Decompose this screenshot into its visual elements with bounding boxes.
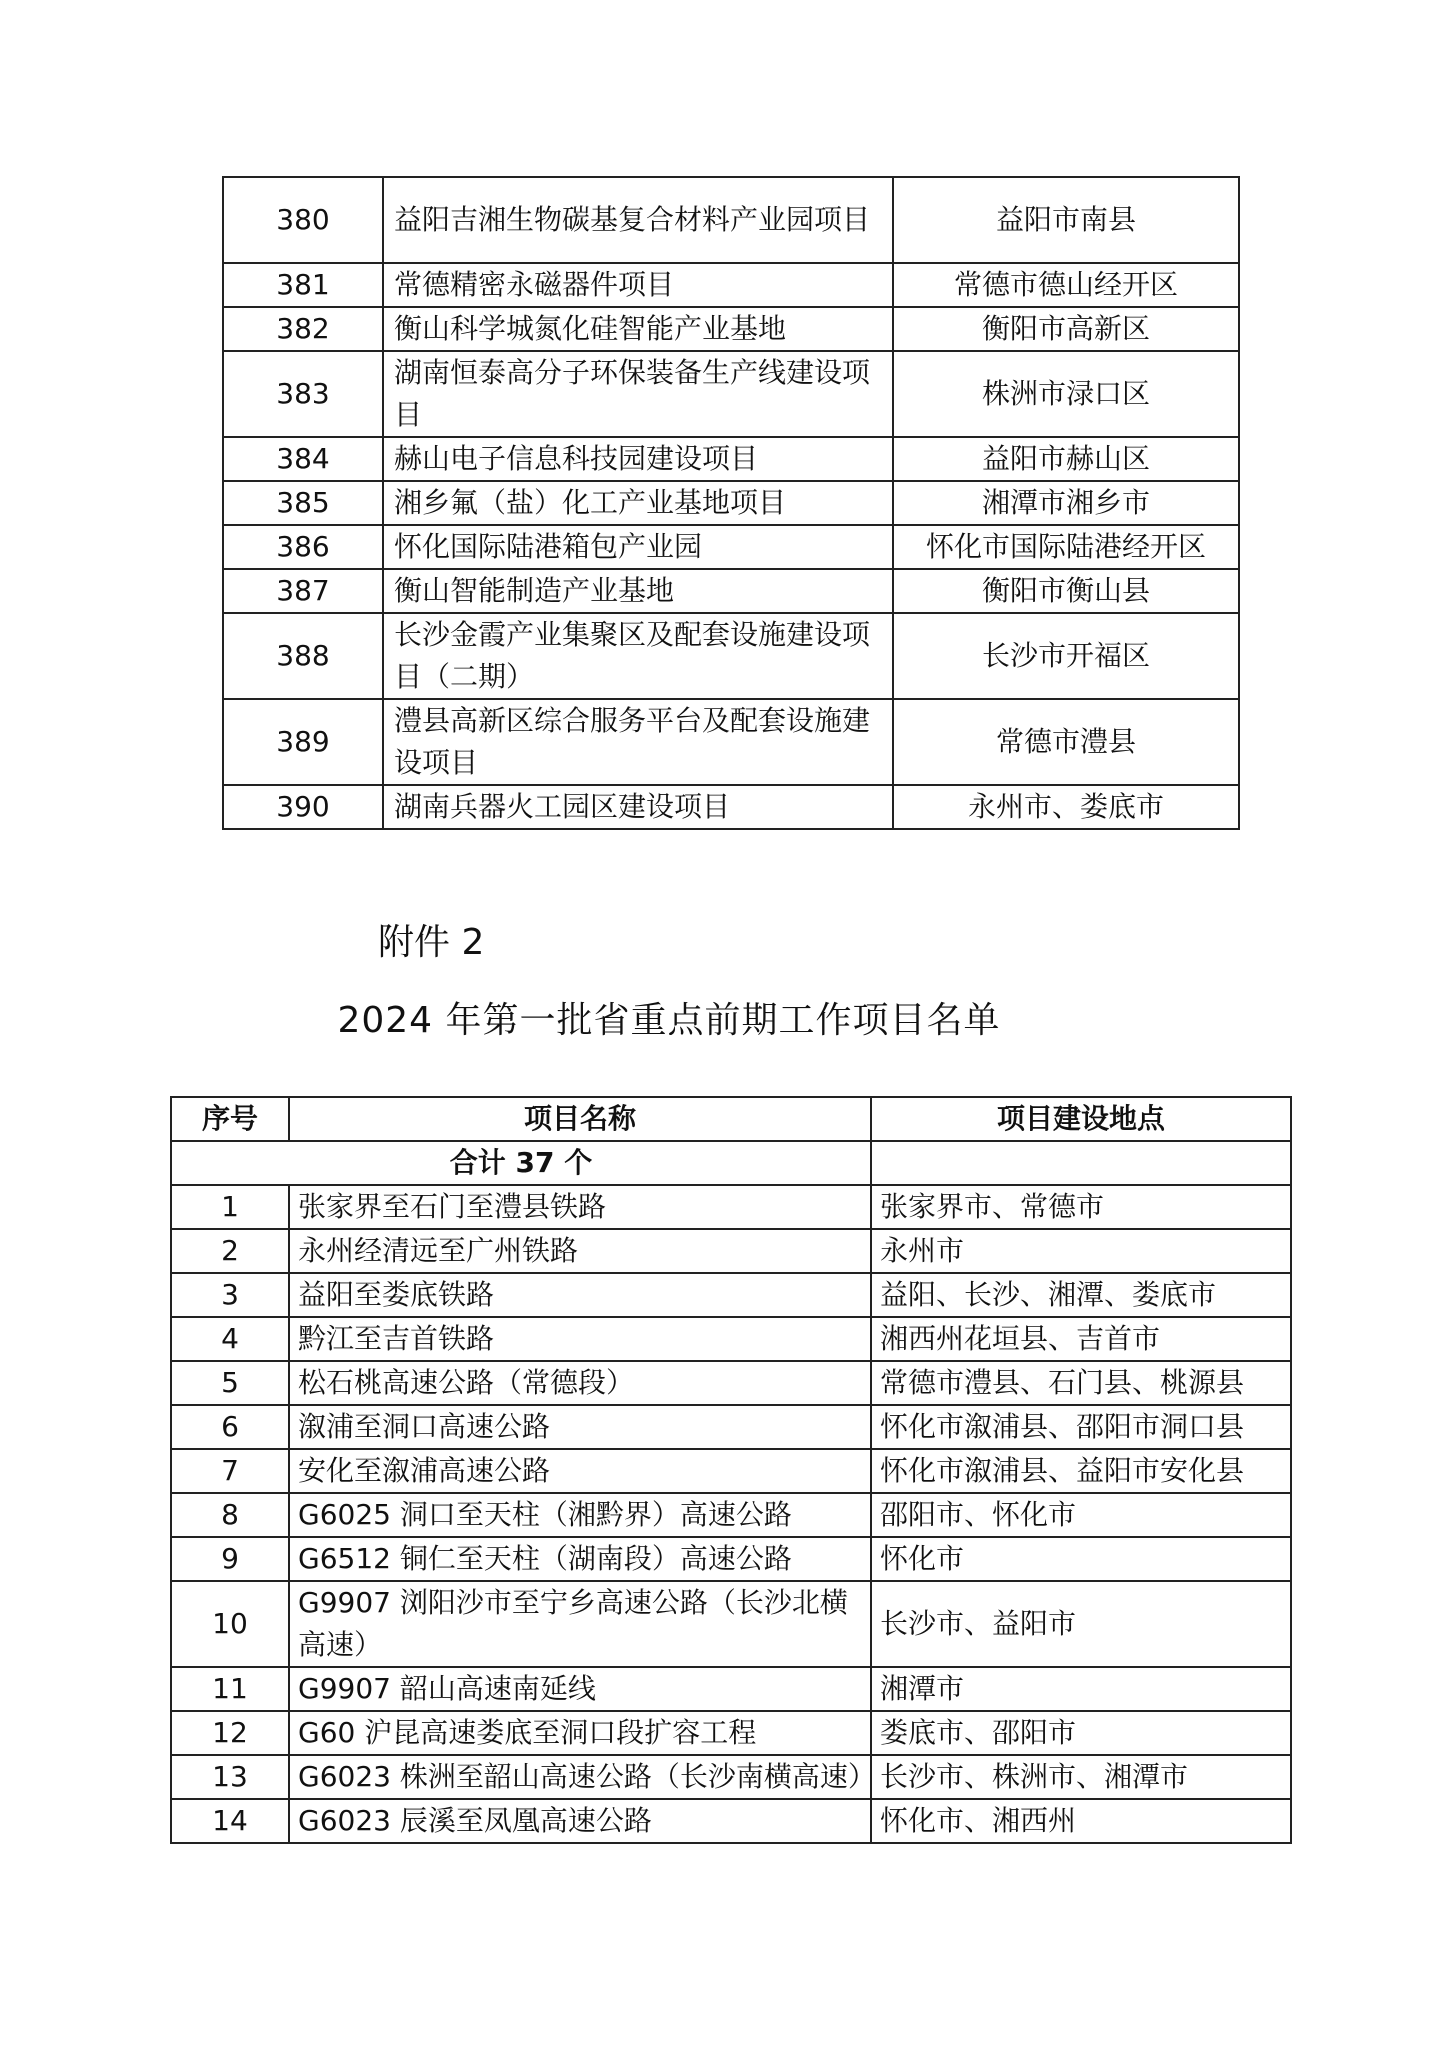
row-number: 384 (223, 437, 383, 481)
table-row (223, 569, 1239, 613)
row-number: 11 (171, 1667, 289, 1711)
table-row (223, 307, 1239, 351)
project-location: 益阳市赫山区 (893, 437, 1239, 481)
header-row (171, 1097, 1291, 1141)
row-number: 4 (171, 1317, 289, 1361)
row-number: 1 (171, 1185, 289, 1229)
row-number: 5 (171, 1361, 289, 1405)
total-count: 合计 37 个 (171, 1141, 871, 1185)
row-number: 9 (171, 1537, 289, 1581)
project-location: 邵阳市、怀化市 (871, 1493, 1291, 1537)
table-row (171, 1711, 1291, 1755)
project-location: 怀化市溆浦县、邵阳市洞口县 (871, 1405, 1291, 1449)
project-location: 张家界市、常德市 (871, 1185, 1291, 1229)
row-number: 390 (223, 785, 383, 829)
row-number: 385 (223, 481, 383, 525)
project-location: 常德市澧县 (893, 699, 1239, 785)
project-name: 湖南恒泰高分子环保装备生产线建设项目 (383, 351, 893, 437)
project-location: 湘西州花垣县、吉首市 (871, 1317, 1291, 1361)
table-row (171, 1229, 1291, 1273)
project-location: 怀化市 (871, 1537, 1291, 1581)
table-row (223, 785, 1239, 829)
project-name: 常德精密永磁器件项目 (383, 263, 893, 307)
table-row (223, 481, 1239, 525)
project-location: 长沙市开福区 (893, 613, 1239, 699)
row-number: 3 (171, 1273, 289, 1317)
table-row (223, 699, 1239, 785)
header-name: 项目名称 (289, 1097, 871, 1141)
project-location: 永州市 (871, 1229, 1291, 1273)
project-name: G60 沪昆高速娄底至洞口段扩容工程 (289, 1711, 871, 1755)
project-location: 长沙市、株洲市、湘潭市 (871, 1755, 1291, 1799)
row-number: 380 (223, 177, 383, 263)
row-number: 383 (223, 351, 383, 437)
project-location: 常德市澧县、石门县、桃源县 (871, 1361, 1291, 1405)
row-number: 387 (223, 569, 383, 613)
project-location: 衡阳市高新区 (893, 307, 1239, 351)
project-name: G6023 株洲至韶山高速公路（长沙南横高速） (289, 1755, 871, 1799)
project-name: 益阳至娄底铁路 (289, 1273, 871, 1317)
project-list-table-continued (222, 176, 1240, 830)
row-number: 2 (171, 1229, 289, 1273)
header-no: 序号 (171, 1097, 289, 1141)
project-location: 湘潭市湘乡市 (893, 481, 1239, 525)
project-name: 澧县高新区综合服务平台及配套设施建设项目 (383, 699, 893, 785)
table-row (171, 1317, 1291, 1361)
table-row (171, 1799, 1291, 1843)
table-row (171, 1405, 1291, 1449)
project-name: G9907 浏阳沙市至宁乡高速公路（长沙北横高速） (289, 1581, 871, 1667)
row-number: 386 (223, 525, 383, 569)
project-location: 怀化市国际陆港经开区 (893, 525, 1239, 569)
table-row (171, 1361, 1291, 1405)
table-row (171, 1185, 1291, 1229)
project-location: 益阳市南县 (893, 177, 1239, 263)
table2-body (171, 1141, 1291, 1843)
table-row (171, 1493, 1291, 1537)
project-name: 赫山电子信息科技园建设项目 (383, 437, 893, 481)
table-row (171, 1755, 1291, 1799)
project-name: 溆浦至洞口高速公路 (289, 1405, 871, 1449)
project-location: 常德市德山经开区 (893, 263, 1239, 307)
project-location: 衡阳市衡山县 (893, 569, 1239, 613)
project-location: 株洲市渌口区 (893, 351, 1239, 437)
header-location: 项目建设地点 (871, 1097, 1291, 1141)
project-name: 湘乡氟（盐）化工产业基地项目 (383, 481, 893, 525)
project-location: 益阳、长沙、湘潭、娄底市 (871, 1273, 1291, 1317)
table-row (171, 1667, 1291, 1711)
row-number: 7 (171, 1449, 289, 1493)
document-title: 2024 年第一批省重点前期工作项目名单 (337, 1000, 1001, 1041)
preliminary-projects-table (170, 1096, 1292, 1844)
project-location: 永州市、娄底市 (893, 785, 1239, 829)
attachment-label: 附件 2 (378, 922, 485, 963)
table-row (171, 1581, 1291, 1667)
row-number: 12 (171, 1711, 289, 1755)
table-row (171, 1449, 1291, 1493)
total-location-empty (871, 1141, 1291, 1185)
table-row (171, 1537, 1291, 1581)
project-name: 长沙金霞产业集聚区及配套设施建设项目（二期） (383, 613, 893, 699)
project-name: 衡山智能制造产业基地 (383, 569, 893, 613)
row-number: 381 (223, 263, 383, 307)
project-name: 黔江至吉首铁路 (289, 1317, 871, 1361)
project-location: 怀化市、湘西州 (871, 1799, 1291, 1843)
table-row (171, 1273, 1291, 1317)
row-number: 382 (223, 307, 383, 351)
row-number: 10 (171, 1581, 289, 1667)
project-name: 张家界至石门至澧县铁路 (289, 1185, 871, 1229)
project-name: G6023 辰溪至凤凰高速公路 (289, 1799, 871, 1843)
table1-body (223, 177, 1239, 829)
table-row (223, 177, 1239, 263)
table-row (223, 525, 1239, 569)
project-name: 安化至溆浦高速公路 (289, 1449, 871, 1493)
table-row (223, 263, 1239, 307)
project-name: G9907 韶山高速南延线 (289, 1667, 871, 1711)
table-row (223, 351, 1239, 437)
project-name: 湖南兵器火工园区建设项目 (383, 785, 893, 829)
project-location: 娄底市、邵阳市 (871, 1711, 1291, 1755)
row-number: 13 (171, 1755, 289, 1799)
project-location: 怀化市溆浦县、益阳市安化县 (871, 1449, 1291, 1493)
total-row (171, 1141, 1291, 1185)
project-name: 益阳吉湘生物碳基复合材料产业园项目 (383, 177, 893, 263)
project-name: 永州经清远至广州铁路 (289, 1229, 871, 1273)
project-location: 湘潭市 (871, 1667, 1291, 1711)
table-row (223, 437, 1239, 481)
project-name: 衡山科学城氮化硅智能产业基地 (383, 307, 893, 351)
row-number: 6 (171, 1405, 289, 1449)
project-name: 怀化国际陆港箱包产业园 (383, 525, 893, 569)
row-number: 14 (171, 1799, 289, 1843)
table-row (223, 613, 1239, 699)
row-number: 388 (223, 613, 383, 699)
project-name: 松石桃高速公路（常德段） (289, 1361, 871, 1405)
project-name: G6512 铜仁至天柱（湖南段）高速公路 (289, 1537, 871, 1581)
row-number: 389 (223, 699, 383, 785)
project-location: 长沙市、益阳市 (871, 1581, 1291, 1667)
project-name: G6025 洞口至天柱（湘黔界）高速公路 (289, 1493, 871, 1537)
row-number: 8 (171, 1493, 289, 1537)
